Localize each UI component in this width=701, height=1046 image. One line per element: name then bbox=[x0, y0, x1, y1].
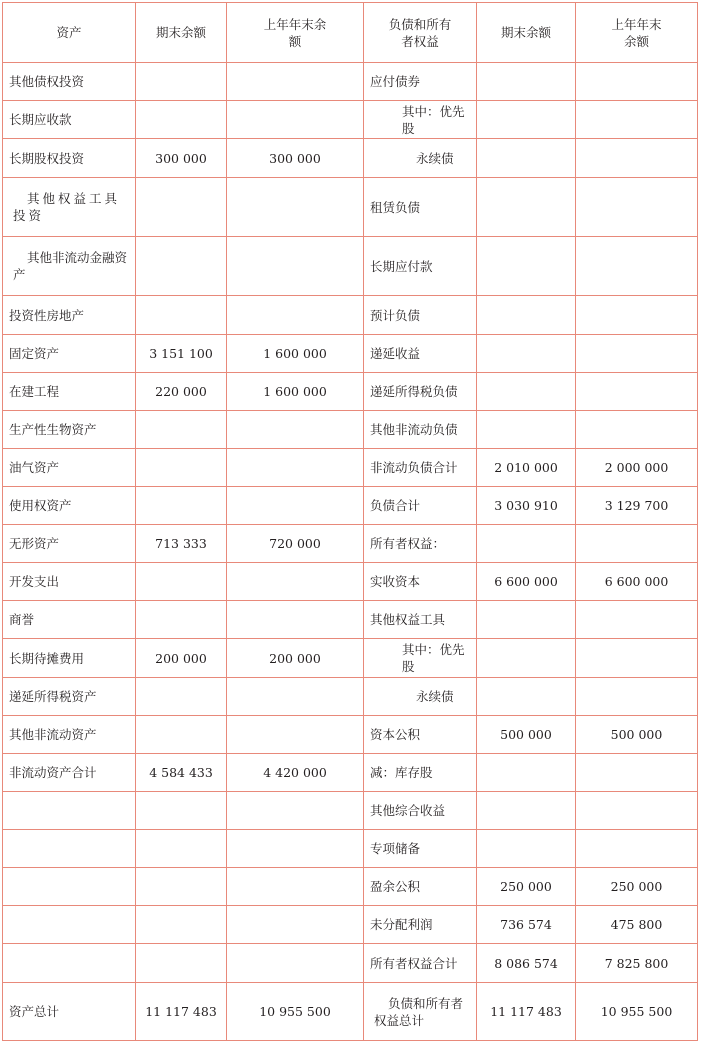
asset-begin-value: 4 420 000 bbox=[227, 754, 364, 792]
asset-label: 其他债权投资 bbox=[3, 63, 136, 101]
liab-begin-value bbox=[576, 792, 698, 830]
asset-label bbox=[3, 944, 136, 983]
liab-end-value bbox=[477, 411, 576, 449]
liab-begin-value bbox=[576, 296, 698, 335]
liab-label: 预计负债 bbox=[364, 296, 477, 335]
asset-begin-value bbox=[227, 296, 364, 335]
asset-label: 其他权益工具投资 bbox=[3, 178, 136, 237]
liab-begin-value bbox=[576, 237, 698, 296]
asset-begin-value bbox=[227, 944, 364, 983]
asset-label: 长期应收款 bbox=[3, 101, 136, 139]
liab-begin-value bbox=[576, 139, 698, 178]
asset-label: 油气资产 bbox=[3, 449, 136, 487]
asset-begin-value bbox=[227, 178, 364, 237]
table-row bbox=[3, 487, 698, 525]
liab-label: 永续债 bbox=[364, 139, 477, 178]
liab-begin-value bbox=[576, 63, 698, 101]
liab-begin-value: 3 129 700 bbox=[576, 487, 698, 525]
asset-end-value bbox=[136, 792, 227, 830]
asset-end-value: 200 000 bbox=[136, 639, 227, 678]
asset-label: 固定资产 bbox=[3, 335, 136, 373]
table-row bbox=[3, 296, 698, 335]
balance-sheet-table bbox=[2, 2, 698, 1041]
asset-label: 非流动资产合计 bbox=[3, 754, 136, 792]
asset-begin-value bbox=[227, 868, 364, 906]
table-row bbox=[3, 639, 698, 678]
asset-total-label: 资产总计 bbox=[3, 983, 136, 1041]
asset-end-value: 220 000 bbox=[136, 373, 227, 411]
liab-end-value bbox=[477, 373, 576, 411]
liab-label: 非流动负债合计 bbox=[364, 449, 477, 487]
asset-end-value: 4 584 433 bbox=[136, 754, 227, 792]
asset-label: 使用权资产 bbox=[3, 487, 136, 525]
liab-end-value: 250 000 bbox=[477, 868, 576, 906]
liab-label: 未分配利润 bbox=[364, 906, 477, 944]
asset-label: 商誉 bbox=[3, 601, 136, 639]
table-row bbox=[3, 139, 698, 178]
liab-label: 其他权益工具 bbox=[364, 601, 477, 639]
liab-label: 其他非流动负债 bbox=[364, 411, 477, 449]
asset-end-value bbox=[136, 63, 227, 101]
asset-begin-value bbox=[227, 716, 364, 754]
header-liab-begin: 上年年末余额 bbox=[576, 3, 698, 63]
header-asset-begin: 上年年末余额 bbox=[227, 3, 364, 63]
table-row bbox=[3, 449, 698, 487]
liab-end-value bbox=[477, 830, 576, 868]
table-row bbox=[3, 373, 698, 411]
liab-begin-value bbox=[576, 639, 698, 678]
header-asset-end: 期末余额 bbox=[136, 3, 227, 63]
liab-end-value bbox=[477, 101, 576, 139]
total-row bbox=[3, 983, 698, 1041]
table-row bbox=[3, 601, 698, 639]
asset-label: 在建工程 bbox=[3, 373, 136, 411]
asset-begin-value: 200 000 bbox=[227, 639, 364, 678]
table-row bbox=[3, 830, 698, 868]
liab-label: 负债合计 bbox=[364, 487, 477, 525]
liab-end-value bbox=[477, 601, 576, 639]
liab-begin-value bbox=[576, 830, 698, 868]
liab-end-value bbox=[477, 139, 576, 178]
liab-begin-value bbox=[576, 525, 698, 563]
liab-end-value bbox=[477, 63, 576, 101]
liab-end-value: 2 010 000 bbox=[477, 449, 576, 487]
liab-end-value bbox=[477, 639, 576, 678]
liab-begin-value: 475 800 bbox=[576, 906, 698, 944]
table-row bbox=[3, 868, 698, 906]
asset-begin-value: 720 000 bbox=[227, 525, 364, 563]
table-row bbox=[3, 237, 698, 296]
liab-begin-value bbox=[576, 335, 698, 373]
asset-label: 递延所得税资产 bbox=[3, 678, 136, 716]
liab-end-value bbox=[477, 237, 576, 296]
liab-label: 其中：优先股 bbox=[364, 639, 477, 678]
liab-label: 应付债券 bbox=[364, 63, 477, 101]
liab-label: 其他综合收益 bbox=[364, 792, 477, 830]
asset-label: 长期股权投资 bbox=[3, 139, 136, 178]
header-asset: 资产 bbox=[3, 3, 136, 63]
asset-begin-value bbox=[227, 411, 364, 449]
table-row bbox=[3, 906, 698, 944]
asset-end-value: 3 151 100 bbox=[136, 335, 227, 373]
table-row bbox=[3, 678, 698, 716]
asset-end-value bbox=[136, 101, 227, 139]
liab-end-value bbox=[477, 296, 576, 335]
liab-end-value bbox=[477, 754, 576, 792]
asset-end-value bbox=[136, 411, 227, 449]
asset-total-begin-value: 10 955 500 bbox=[227, 983, 364, 1041]
liab-label: 递延所得税负债 bbox=[364, 373, 477, 411]
liab-end-value: 8 086 574 bbox=[477, 944, 576, 983]
liab-end-value bbox=[477, 335, 576, 373]
asset-end-value bbox=[136, 563, 227, 601]
liab-label: 资本公积 bbox=[364, 716, 477, 754]
asset-begin-value: 1 600 000 bbox=[227, 335, 364, 373]
asset-label: 生产性生物资产 bbox=[3, 411, 136, 449]
asset-begin-value bbox=[227, 906, 364, 944]
liab-end-value bbox=[477, 792, 576, 830]
liab-begin-value bbox=[576, 754, 698, 792]
asset-label: 长期待摊费用 bbox=[3, 639, 136, 678]
liab-begin-value: 500 000 bbox=[576, 716, 698, 754]
header-liab-end: 期末余额 bbox=[477, 3, 576, 63]
liab-total-label: 负债和所有者权益总计 bbox=[364, 983, 477, 1041]
asset-end-value bbox=[136, 716, 227, 754]
asset-begin-value bbox=[227, 101, 364, 139]
asset-end-value bbox=[136, 178, 227, 237]
table-row bbox=[3, 411, 698, 449]
liab-begin-value bbox=[576, 101, 698, 139]
liab-end-value: 736 574 bbox=[477, 906, 576, 944]
liab-label: 租赁负债 bbox=[364, 178, 477, 237]
asset-end-value: 713 333 bbox=[136, 525, 227, 563]
liab-begin-value bbox=[576, 411, 698, 449]
asset-label: 其他非流动金融资产 bbox=[3, 237, 136, 296]
table-row bbox=[3, 754, 698, 792]
liab-end-value bbox=[477, 525, 576, 563]
asset-end-value bbox=[136, 296, 227, 335]
asset-begin-value bbox=[227, 63, 364, 101]
table-row bbox=[3, 944, 698, 983]
asset-label: 开发支出 bbox=[3, 563, 136, 601]
header-row bbox=[3, 3, 698, 63]
asset-label: 无形资产 bbox=[3, 525, 136, 563]
asset-label bbox=[3, 868, 136, 906]
liab-end-value: 500 000 bbox=[477, 716, 576, 754]
table-row bbox=[3, 178, 698, 237]
asset-label bbox=[3, 792, 136, 830]
asset-begin-value bbox=[227, 678, 364, 716]
liab-total-end-value: 11 117 483 bbox=[477, 983, 576, 1041]
liab-end-value: 6 600 000 bbox=[477, 563, 576, 601]
liab-end-value bbox=[477, 178, 576, 237]
asset-end-value bbox=[136, 868, 227, 906]
liab-label: 减：库存股 bbox=[364, 754, 477, 792]
table-row bbox=[3, 792, 698, 830]
asset-begin-value bbox=[227, 449, 364, 487]
liab-label: 长期应付款 bbox=[364, 237, 477, 296]
liab-begin-value bbox=[576, 601, 698, 639]
table-row bbox=[3, 101, 698, 139]
asset-end-value bbox=[136, 237, 227, 296]
asset-label bbox=[3, 830, 136, 868]
liab-begin-value: 250 000 bbox=[576, 868, 698, 906]
liab-begin-value bbox=[576, 178, 698, 237]
liab-total-begin-value: 10 955 500 bbox=[576, 983, 698, 1041]
liab-label: 其中：优先股 bbox=[364, 101, 477, 139]
liab-begin-value bbox=[576, 678, 698, 716]
asset-begin-value: 1 600 000 bbox=[227, 373, 364, 411]
asset-end-value bbox=[136, 830, 227, 868]
asset-begin-value: 300 000 bbox=[227, 139, 364, 178]
liab-end-value bbox=[477, 678, 576, 716]
liab-begin-value: 2 000 000 bbox=[576, 449, 698, 487]
header-liab: 负债和所有者权益 bbox=[364, 3, 477, 63]
asset-end-value bbox=[136, 487, 227, 525]
liab-label: 递延收益 bbox=[364, 335, 477, 373]
asset-total-end-value: 11 117 483 bbox=[136, 983, 227, 1041]
asset-label: 投资性房地产 bbox=[3, 296, 136, 335]
asset-end-value bbox=[136, 944, 227, 983]
asset-begin-value bbox=[227, 237, 364, 296]
asset-label bbox=[3, 906, 136, 944]
table-row bbox=[3, 563, 698, 601]
asset-end-value: 300 000 bbox=[136, 139, 227, 178]
liab-begin-value bbox=[576, 373, 698, 411]
table-row bbox=[3, 63, 698, 101]
asset-end-value bbox=[136, 906, 227, 944]
liab-label: 盈余公积 bbox=[364, 868, 477, 906]
liab-label: 实收资本 bbox=[364, 563, 477, 601]
asset-end-value bbox=[136, 678, 227, 716]
liab-end-value: 3 030 910 bbox=[477, 487, 576, 525]
asset-begin-value bbox=[227, 487, 364, 525]
asset-begin-value bbox=[227, 830, 364, 868]
liab-begin-value: 6 600 000 bbox=[576, 563, 698, 601]
liab-label: 所有者权益： bbox=[364, 525, 477, 563]
asset-label: 其他非流动资产 bbox=[3, 716, 136, 754]
table-row bbox=[3, 716, 698, 754]
table-row bbox=[3, 335, 698, 373]
liab-label: 所有者权益合计 bbox=[364, 944, 477, 983]
asset-begin-value bbox=[227, 601, 364, 639]
asset-begin-value bbox=[227, 563, 364, 601]
asset-begin-value bbox=[227, 792, 364, 830]
liab-label: 永续债 bbox=[364, 678, 477, 716]
asset-end-value bbox=[136, 449, 227, 487]
liab-begin-value: 7 825 800 bbox=[576, 944, 698, 983]
liab-label: 专项储备 bbox=[364, 830, 477, 868]
table-row bbox=[3, 525, 698, 563]
asset-end-value bbox=[136, 601, 227, 639]
